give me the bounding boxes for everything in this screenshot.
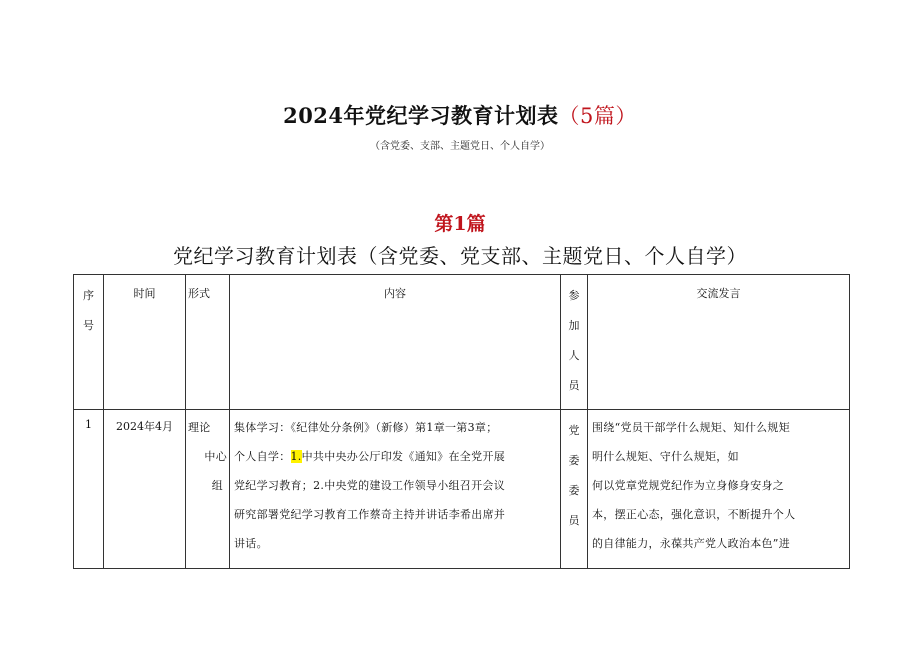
row-content bbox=[230, 410, 561, 569]
content-line: 党纪学习教育；2.中央党的建设工作领导小组召开会议 bbox=[234, 479, 505, 492]
header-form: 形式 bbox=[186, 275, 230, 410]
content-line: 研究部署党纪学习教育工作蔡奇主持并讲话李希出席并 bbox=[234, 508, 506, 521]
section-title: 党纪学习教育计划表（含党委、党支部、主题党日、个人自学） bbox=[173, 244, 747, 268]
form-line: 组 bbox=[211, 479, 223, 492]
content-label: 个人自学： bbox=[234, 450, 291, 463]
speech-line: 的自律能力，永葆共产党人政治本色”进 bbox=[592, 537, 791, 550]
row-time: 2024年4月 bbox=[104, 410, 186, 569]
table-header-row bbox=[74, 275, 850, 410]
header-time: 时间 bbox=[104, 275, 186, 410]
table-row bbox=[74, 410, 850, 569]
header-participants: 参加人员 bbox=[561, 275, 588, 410]
section-number: 第1篇 bbox=[434, 213, 486, 235]
content-line bbox=[234, 442, 556, 471]
speech-line: 本，摆正心态，强化意识，不断提升个人 bbox=[592, 508, 796, 521]
form-line: 理论 bbox=[188, 421, 211, 434]
speech-line: 何以党章党规党纪作为立身修身安身之 bbox=[592, 479, 785, 492]
row-seq: 1 bbox=[74, 410, 104, 569]
row-participants: 党委委员 bbox=[561, 410, 588, 569]
form-line: 中心 bbox=[204, 450, 227, 463]
highlighted-number: 1. bbox=[290, 450, 302, 463]
speech-line: 围绕“党员干部学什么规矩、知什么规矩 bbox=[592, 421, 791, 434]
header-content: 内容 bbox=[230, 275, 561, 410]
document-subtitle: （含党委、支部、主题党日、个人自学） bbox=[370, 141, 550, 152]
header-seq: 序号 bbox=[74, 275, 104, 410]
header-speech: 交流发言 bbox=[588, 275, 850, 410]
content-line: 集体学习：《纪律处分条例》（新修）第1章一第3章； bbox=[234, 421, 498, 434]
content-text: 中共中央办公厅印发《通知》在全党开展 bbox=[301, 450, 506, 463]
row-speech bbox=[588, 410, 850, 569]
row-form bbox=[186, 410, 230, 569]
title-suffix: （5篇） bbox=[558, 104, 637, 128]
content-line: 讲话。 bbox=[234, 537, 268, 550]
speech-line: 明什么规矩、守什么规矩，如 bbox=[592, 450, 739, 463]
title-main: 2024年党纪学习教育计划表 bbox=[283, 103, 559, 128]
document-title bbox=[0, 100, 920, 130]
plan-table bbox=[73, 274, 850, 569]
